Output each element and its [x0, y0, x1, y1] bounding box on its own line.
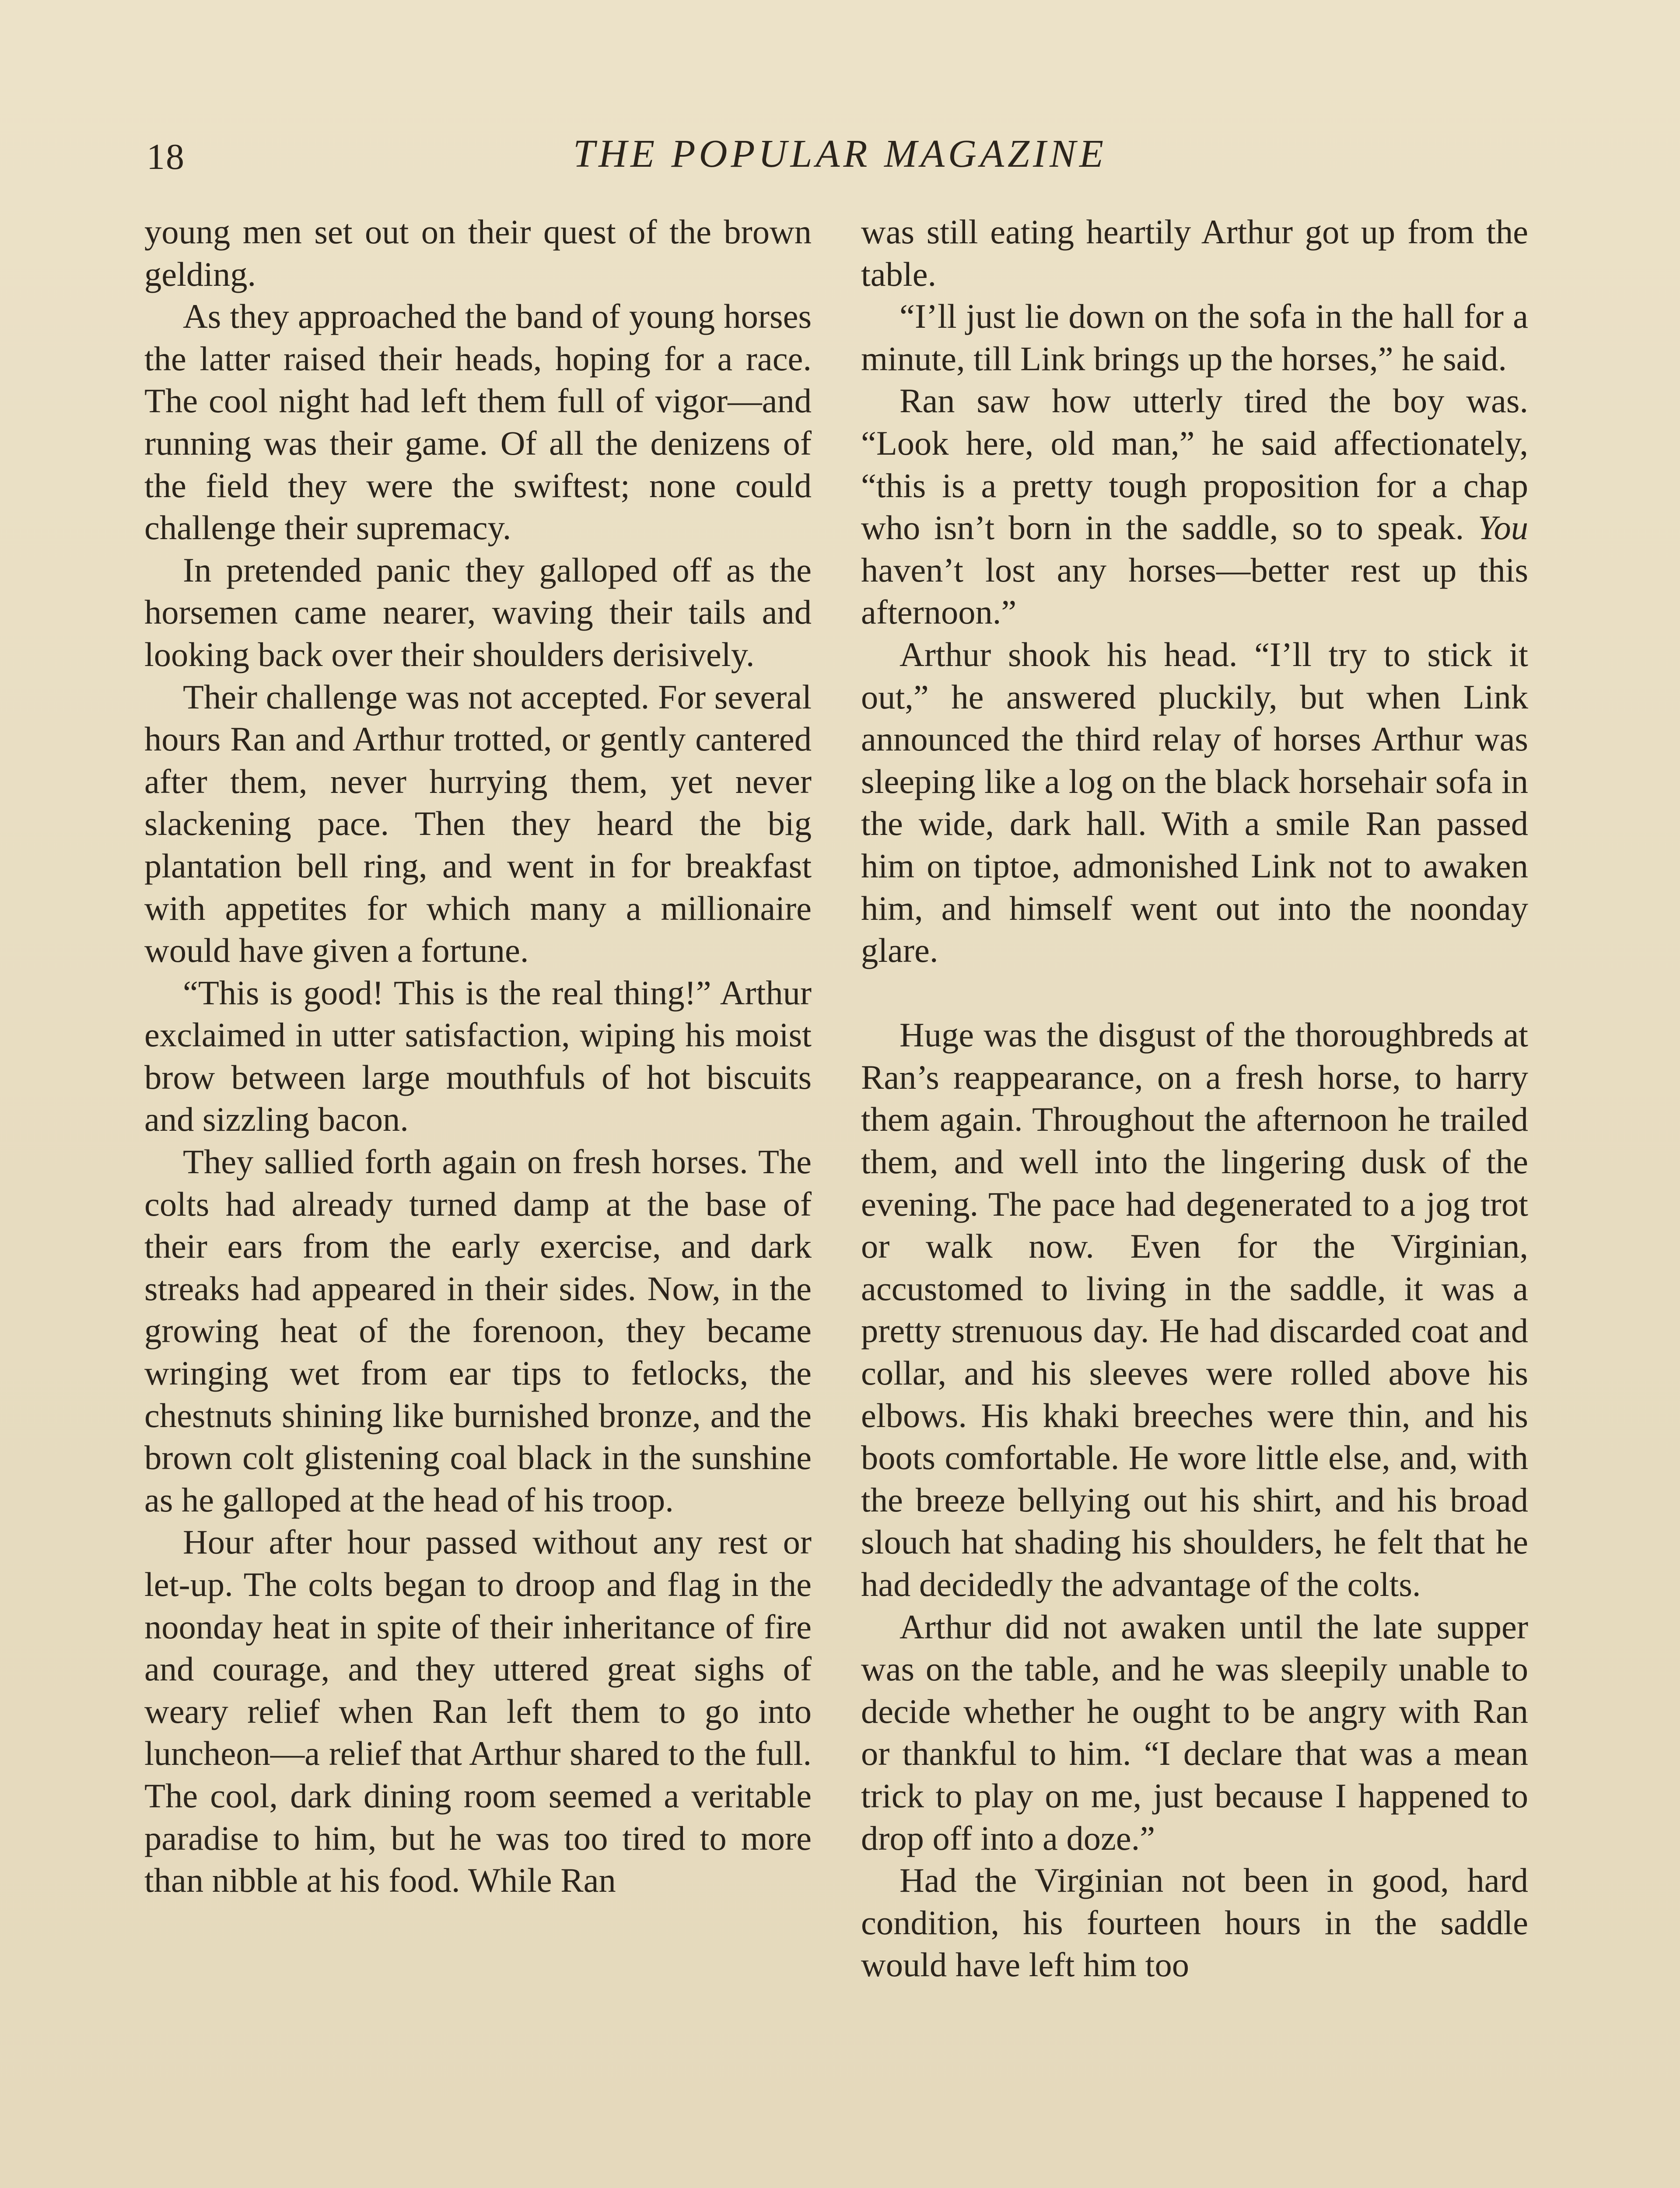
section-break — [861, 972, 1528, 1014]
page-header — [0, 131, 1680, 197]
magazine-title: THE POPULAR MAGAZINE — [573, 132, 1107, 175]
paragraph: As they approached the band of young horses the latter raised their heads, hoping for a race. The cool night had left them full of vigor—and running was their game. Of all the denizens of the field they were the swiftest; none could challenge their supremacy. — [144, 297, 812, 547]
paragraph: “I’ll just lie down on the sofa in the hall for a minute, till Link brings up the horses,” he said. — [861, 297, 1528, 378]
page-number: 18 — [147, 137, 185, 177]
paragraph — [861, 380, 1528, 634]
paragraph: “This is good! This is the real thing!” Arthur exclaimed in utter satisfaction, wiping his moist brow between large mouthfuls of hot biscuits and sizzling bacon. — [144, 973, 812, 1139]
paragraph: Arthur did not awaken until the late supper was on the table, and he was sleepily unable to decide whether he ought to be angry with Ran or thankful to him. “I declare that was a mean trick to play on me, just because I happened to drop off into a doze.” — [861, 1607, 1528, 1857]
paragraph-text: Ran saw how utterly tired the boy was. “Look here, old man,” he said affectionately, “this is a pretty tough proposition for a chap who isn’t born in the saddle, so to speak. — [861, 382, 1528, 547]
paragraph: They sallied forth again on fresh horses. The colts had already turned damp at the base of their ears from the early exercise, and dark streaks had appeared in their sides. Now, in the growing heat of the forenoon, they became wringing wet from ear tips to fetlocks, the chestnuts shining like burnished bronze, and the brown colt glistening coal black in the sunshine as he galloped at the head of his troop. — [144, 1143, 812, 1519]
paragraph: young men set out on their quest of the brown gelding. — [144, 213, 812, 293]
paragraph: Huge was the disgust of the thoroughbreds at Ran’s reappearance, on a fresh horse, to harry them again. Throughout the afternoon he trailed them, and well into the lingering dusk of the evening. The pace had degenerated to a jog trot or walk now. Even for the Virginian, accustomed to living in the saddle, it was a pretty strenuous day. He had discarded coat and collar, and his sleeves were rolled above his elbows. His khaki breeches were thin, and his boots comfortable. He wore little else, and, with the breeze bellying out his shirt, and his broad slouch hat shading his shoulders, he felt that he had decidedly the advantage of the colts. — [861, 1016, 1528, 1603]
left-column — [144, 211, 812, 1902]
paragraph: Arthur shook his head. “I’ll try to stick it out,” he answered pluckily, but when Link announced the third relay of horses Arthur was sleeping like a log on the black horsehair sofa in the wide, dark hall. With a smile Ran passed him on tiptoe, admonished Link not to awaken him, and himself went out into the noonday glare. — [861, 635, 1528, 970]
paragraph: Had the Virginian not been in good, hard condition, his fourteen hours in the saddle would have left him too — [861, 1861, 1528, 1984]
paragraph: In pretended panic they galloped off as the horsemen came nearer, waving their tails and looking back over their shoulders derisively. — [144, 551, 812, 673]
right-column — [861, 211, 1528, 1986]
paragraph: was still eating heartily Arthur got up from the table. — [861, 213, 1528, 293]
paragraph: Hour after hour passed without any rest or let-up. The colts began to droop and flag in the noonday heat in spite of their inheritance of fire and courage, and they uttered great sighs of weary relief when Ran left them to go into luncheon—a relief that Arthur shared to the full. The cool, dark dining room seemed a veritable paradise to him, but he was too tired to more than nibble at his food. While Ran — [144, 1523, 812, 1900]
emphasized-word: You — [1478, 508, 1528, 547]
paragraph: Their challenge was not accepted. For several hours Ran and Arthur trotted, or gently cantered after them, never hurrying them, yet never slackening pace. Then they heard the big plantation bell ring, and went in for breakfast with appetites for which many a millionaire would have given a fortune. — [144, 677, 812, 970]
paragraph-text: haven’t lost any horses—better rest up this afternoon.” — [861, 551, 1528, 631]
